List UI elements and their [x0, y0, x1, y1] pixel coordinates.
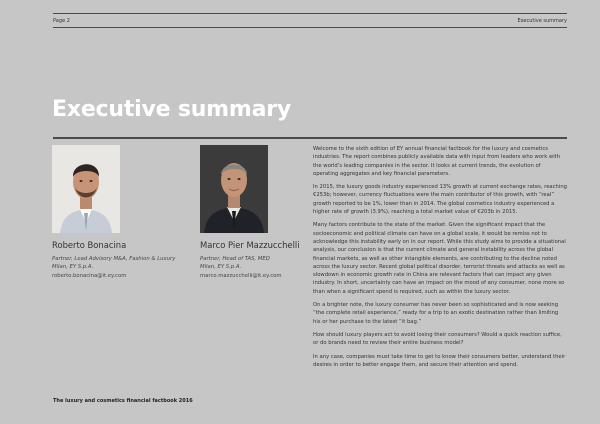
- person-role: Partner, Lead Advisory M&A, Fashion & Luxury: [52, 256, 176, 262]
- person-name: Roberto Bonacina: [52, 240, 127, 250]
- paragraph: Welcome to the sixth edition of EY annual financial factbook for the luxury and cosmetics industries. The report combines publicly available data with input from leaders who work with the world’s leading companies in the sector. It looks at current trends, the evolution of operating aggregates and key financial parameters.: [313, 146, 561, 177]
- paragraph: On a brighter note, the luxury consumer has never been so sophisticated and is now seeking “the complete retail experience,” ready for a trip to an exotic destination rather than limiting his or her purchase to the latest “it bag.”: [313, 302, 559, 325]
- portrait-marco-pier-mazzucchelli: [200, 145, 268, 233]
- footer-publication-title: The luxury and cosmetics financial factbook 2016: [53, 398, 193, 404]
- summary-text: [313, 145, 567, 374]
- header-top-rule: [53, 13, 567, 14]
- paragraph: In any case, companies must take time to get to know their consumers better, understand their desires in order to better engage them, and secure their attention and spend.: [313, 353, 566, 368]
- portrait-roberto-bonacina: [52, 145, 120, 233]
- title-rule: [53, 137, 567, 139]
- header-bottom-rule: [53, 27, 567, 28]
- person-details: [200, 255, 282, 280]
- person-company: Milan, EY S.p.A.: [200, 264, 242, 271]
- page-number: Page 2: [53, 18, 70, 24]
- header-section-title: Executive summary: [517, 18, 567, 24]
- paragraph: In 2015, the luxury goods industry experienced 13% growth at current exchange rates, reaching €253b; however, currency fluctuations were the main contributor of this growth, with “real” growth reported to be 1%, lower than in 2014. The global cosmetics industry experienced a higher rate of growth (3.9%), reaching a total market value of €203b in 2015.: [313, 184, 567, 216]
- person-company: Milan, EY S.p.A.: [52, 264, 94, 271]
- person-role: Partner, Head of TAS, MED: [200, 256, 270, 262]
- page-title: Executive summary: [52, 97, 292, 122]
- person-email-link[interactable]: marco.mazzucchelli@it.ey.com: [200, 272, 282, 279]
- person-email-link[interactable]: roberto.bonacina@it.ey.com: [52, 272, 127, 279]
- person-name: Marco Pier Mazzucchelli: [200, 240, 300, 250]
- paragraph: How should luxury players act to avoid losing their consumers? Would a quick reaction suffice, or do brands need to review their entire business model?: [313, 331, 562, 347]
- paragraph: Many factors contribute to the state of the market. Given the significant impact that the socioeconomic and political climate can have on a global scale, it would be remiss not to acknowledge this instability early on in our report. While this study aims to provide a situational analysis, our conclusion is that the current climate and general instability across the global financial markets, as well as other intangible elements, are contributing to the decline noted across the luxury sector. Recent global political disorder, terrorist threats and attacks as well as slowdown in economic growth rate in China are relevant factors that can impact any given industry. In short, uncertainty can have an impact on the mood of any consumer, none more so than when a significant spend is required, such as within the luxury sector.: [313, 222, 566, 295]
- person-details: [52, 255, 175, 280]
